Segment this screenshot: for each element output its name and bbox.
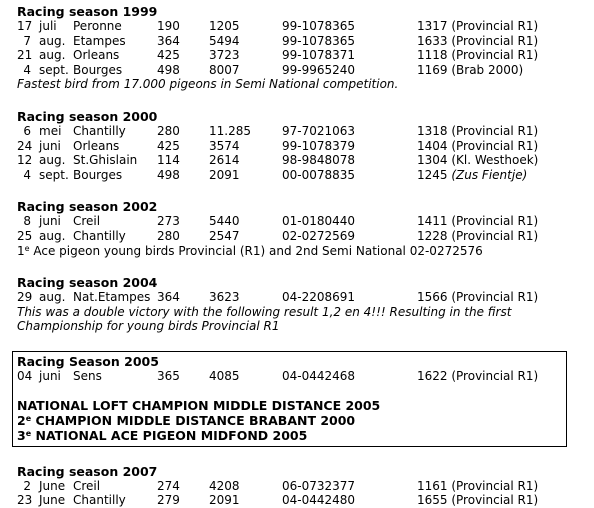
race-distance: 274 [157,478,180,493]
race-location: Chantilly [73,228,126,243]
race-location: Bourges [73,167,123,182]
race-distance: 280 [157,123,180,138]
race-result: 1304 (Kl. Westhoek) [417,153,539,168]
race-row [17,229,587,244]
race-month: sept. [39,62,69,77]
race-result: 1245 (Zus Fientje) [417,167,528,182]
title-text: NATIONAL LOFT CHAMPION MIDDLE DISTANCE 2005 [17,397,381,413]
ring-number: 01-0180440 [282,214,356,229]
ring-number: 99-1078371 [282,48,356,63]
title-line [17,398,562,413]
ring-number: 04-2208691 [282,290,356,305]
race-distance: 425 [157,138,180,153]
season-note [17,244,587,259]
race-entries: 2091 [209,493,240,508]
race-row [17,369,562,384]
ring-number: 04-0442468 [282,368,356,383]
season-2004 [17,275,587,334]
race-result: 1655 (Provincial R1) [417,493,539,508]
race-distance: 364 [157,290,180,305]
race-row [17,63,587,78]
ring-number: 97-7021063 [282,123,356,138]
season-heading: Racing season 2000 [17,108,158,124]
race-location: Sens [73,368,102,383]
ring-number: 04-0442480 [282,493,356,508]
title-rank-suffix: e [25,413,32,423]
race-distance: 279 [157,493,180,508]
race-month: sept. [39,167,69,182]
race-location: Orleans [73,138,120,153]
race-month: aug. [39,33,66,48]
ring-number: 02-0272569 [282,228,356,243]
race-entries: 4208 [209,478,240,493]
ring-number: 00-0078835 [282,167,356,182]
race-month: mei [39,123,62,138]
race-day: 23 [17,493,33,508]
race-location: Chantilly [73,123,126,138]
season-heading: Racing season 2007 [17,463,158,479]
race-entries: 3574 [209,138,240,153]
note-text: Ace pigeon young birds Provincial (R1) and 2nd Semi National 02-0272576 [29,243,483,258]
race-location: Creil [73,214,101,229]
race-entries: 2614 [209,153,240,168]
document [17,4,587,508]
race-distance: 273 [157,214,180,229]
race-entries: 5440 [209,214,240,229]
race-distance: 498 [157,62,180,77]
race-day: 29 [17,290,33,305]
race-day: 24 [17,138,33,153]
title-text: NATIONAL ACE PIGEON MIDFOND 2005 [31,427,308,443]
race-month: aug. [39,290,66,305]
ring-number: 98-9848078 [282,153,356,168]
race-month: June [39,493,66,508]
race-result: 1566 (Provincial R1) [417,290,539,305]
race-month: juni [39,138,61,153]
race-results [17,124,587,182]
race-entries: 8007 [209,62,240,77]
race-location: Nat.Etampes [73,290,151,305]
race-row [17,168,587,183]
race-row [17,139,587,154]
race-month: juni [39,368,61,383]
season-2000 [17,109,587,182]
race-result: 1411 (Provincial R1) [417,214,539,229]
race-day: 25 [17,228,33,243]
race-location: Orleans [73,48,120,63]
race-result: 1318 (Provincial R1) [417,123,539,138]
race-row [17,124,587,139]
race-result: 1228 (Provincial R1) [417,228,539,243]
season-note: Fastest bird from 17.000 pigeons in Semi National competition. [17,77,399,92]
race-month: aug. [39,153,66,168]
season-heading: Racing season 2004 [17,275,158,291]
race-row [17,290,587,305]
race-result: 1633 (Provincial R1) [417,33,539,48]
season-note: This was a double victory with the following result 1,2 en 4!!! Resulting in the first Championship for young birds Provincial R1 [17,304,512,334]
ring-number: 99-1078379 [282,138,356,153]
race-result: 1118 (Provincial R1) [417,48,539,63]
race-results [17,479,587,508]
title-line [17,413,562,428]
ring-number: 99-9965240 [282,62,356,77]
ring-number: 06-0732377 [282,478,356,493]
race-day: 4 [23,62,31,77]
race-location: Peronne [73,19,122,33]
race-month: juli [39,19,57,33]
race-day: 7 [23,33,31,48]
race-result: 1161 (Provincial R1) [417,478,539,493]
season-heading: Racing season 2002 [17,199,158,215]
race-results [17,290,587,305]
race-location: Creil [73,478,101,493]
race-row [17,493,587,508]
title-text: CHAMPION MIDDLE DISTANCE BRABANT 2000 [31,412,356,428]
race-row [17,153,587,168]
race-distance: 364 [157,33,180,48]
race-row [17,48,587,63]
race-day: 12 [17,153,33,168]
race-distance: 114 [157,153,180,168]
race-results [17,369,562,384]
note-ordinal-suffix: e [24,243,30,253]
title-line [17,428,562,443]
race-day: 17 [17,19,33,33]
pigeon-name: (Zus Fientje) [447,167,528,182]
race-result: 1404 (Provincial R1) [417,138,539,153]
race-entries: 11.285 [209,123,251,138]
season-1999 [17,4,587,92]
race-month: June [39,478,66,493]
race-day: 2 [23,478,31,493]
race-result: 1622 (Provincial R1) [417,368,539,383]
race-day: 8 [23,214,31,229]
race-entries: 2091 [209,167,240,182]
race-results [17,19,587,77]
race-result: 1317 (Provincial R1) [417,19,539,33]
season-2002 [17,199,587,258]
ring-number: 99-1078365 [282,33,356,48]
race-row [17,214,587,229]
race-day: 6 [23,123,31,138]
race-distance: 498 [157,167,180,182]
championship-titles [17,398,562,443]
race-distance: 280 [157,228,180,243]
race-distance: 425 [157,48,180,63]
race-entries: 5494 [209,33,240,48]
title-rank: 3 [17,427,26,443]
race-location: Chantilly [73,493,126,508]
race-distance: 190 [157,19,180,33]
title-rank: 2 [17,412,26,428]
race-month: aug. [39,228,66,243]
race-row [17,479,587,494]
race-entries: 2547 [209,228,240,243]
race-entries: 1205 [209,19,240,33]
race-distance: 365 [157,368,180,383]
race-location: Etampes [73,33,126,48]
race-month: aug. [39,48,66,63]
race-entries: 3723 [209,48,240,63]
race-day: 04 [17,368,33,383]
race-month: juni [39,214,61,229]
season-heading: Racing Season 2005 [17,353,159,369]
race-results [17,214,587,243]
race-row [17,34,587,49]
race-entries: 4085 [209,368,240,383]
ring-number: 99-1078365 [282,19,356,33]
race-result: 1169 (Brab 2000) [417,62,524,77]
season-2005-box [12,351,567,447]
race-location: St.Ghislain [73,153,138,168]
season-2007 [17,464,587,508]
race-day: 21 [17,48,33,63]
race-day: 4 [23,167,31,182]
title-rank-suffix: e [25,428,32,438]
race-location: Bourges [73,62,123,77]
note-ordinal: 1 [17,243,25,258]
season-heading: Racing season 1999 [17,4,158,19]
race-entries: 3623 [209,290,240,305]
race-row [17,19,587,34]
